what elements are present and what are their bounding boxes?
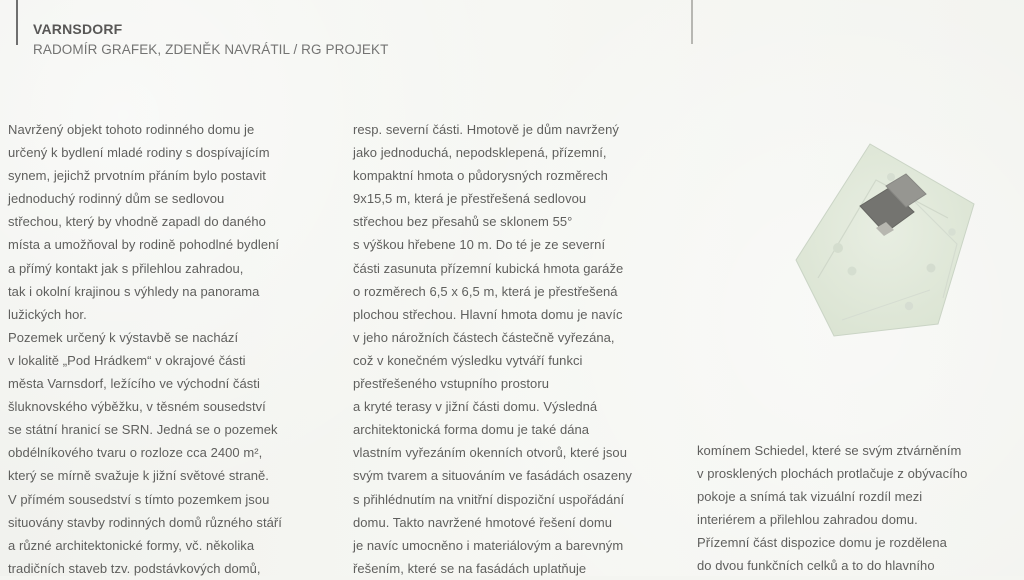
text-column-1	[8, 118, 338, 580]
site-plan-icon	[760, 122, 990, 352]
page-subtitle: RADOMÍR GRAFEK, ZDENĚK NAVRÁTIL / RG PROJEKT	[33, 42, 389, 57]
body-text-line: vlastním vyřezáním okenních otvorů, které jsou	[353, 445, 627, 461]
body-text-line: kompaktní hmota o půdorysných rozměrech	[353, 168, 608, 184]
body-text-line: Pozemek určený k výstavbě se nachází	[8, 329, 239, 345]
right-vertical-rule	[691, 0, 693, 44]
text-column-3	[697, 439, 1017, 578]
body-text-line: místa a umožňoval by rodině pohodlné bydlení	[8, 237, 280, 253]
body-text-line: situovány stavby rodinných domů různého stáří	[8, 514, 282, 530]
body-text-line: přestřešeného vstupního prostoru	[353, 376, 549, 392]
body-text-line: tak i okolní krajinou s výhledy na panorama	[8, 283, 260, 299]
body-text-line: města Varnsdorf, ležícího ve východní části	[8, 376, 260, 392]
body-text-line: svým tvarem a situováním ve fasádách osazeny	[353, 468, 632, 484]
body-text-line: o rozměrech 6,5 x 6,5 m, která je přestřešená	[353, 283, 618, 299]
body-text-line: který se mírně svažuje k jižní světové straně.	[8, 468, 269, 484]
body-text-line: což v konečném výsledku vytváří funkci	[353, 352, 583, 368]
left-vertical-rule	[16, 0, 18, 45]
body-text-line: interiérem a přilehlou zahradou domu.	[697, 512, 918, 528]
body-text-line: lužických hor.	[8, 306, 87, 322]
page-title: VARNSDORF	[33, 21, 123, 37]
body-text-line: a kryté terasy v jižní části domu. Výsledná	[353, 399, 598, 415]
body-text-line: Přízemní část dispozice domu je rozdělena	[697, 535, 947, 551]
body-text-line: a různé architektonické formy, vč. několika	[8, 537, 255, 553]
body-text-line: v lokalitě „Pod Hrádkem“ v okrajové části	[8, 352, 246, 368]
body-text-line: Navržený objekt tohoto rodinného domu je	[8, 122, 255, 137]
body-text-line: části zasunuta přízemní kubická hmota garáže	[353, 260, 624, 276]
body-text-line: domu. Takto navržené hmotové řešení domu	[353, 514, 613, 530]
body-text-line: v prosklených plochách protlačuje z obývacího	[697, 466, 968, 482]
body-text-line: střechou, který by vhodně zapadl do daného	[8, 214, 266, 230]
body-text-line: tradičních staveb tzv. podstávkových domů,	[8, 560, 261, 576]
body-text-line: obdélníkového tvaru o rozloze cca 2400 m²,	[8, 445, 263, 461]
body-text-line: se státní hranicí se SRN. Jedná se o pozemek	[8, 422, 278, 438]
body-text-line: řešením, které se na fasádách uplatňuje	[353, 560, 587, 576]
site-outline	[796, 144, 974, 336]
body-text-line: s výškou hřebene 10 m. Do té je ze severní	[353, 237, 606, 253]
body-text-line: plochou střechou. Hlavní hmota domu je navíc	[353, 306, 623, 322]
body-text-line: V přímém sousedství s tímto pozemkem jsou	[8, 491, 270, 507]
body-text-line: komínem Schiedel, které se svým ztvárněním	[697, 443, 962, 458]
body-text-line: určený k bydlení mladé rodiny s dospívajícím	[8, 145, 270, 161]
body-text-line: resp. severní části. Hmotově je dům navržený	[353, 122, 619, 137]
body-text-line: architektonická forma domu je také dána	[353, 422, 590, 438]
body-text-line: a přímý kontakt jak s přilehlou zahradou,	[8, 260, 244, 276]
body-text-line: pokoje a snímá tak vizuální rozdíl mezi	[697, 489, 923, 505]
body-text-line: s přihlédnutím na vnitřní dispoziční uspořádání	[353, 491, 625, 507]
body-text-line: v jeho nárožních částech částečně vyřezána,	[353, 329, 615, 345]
body-text-line: střechou bez přesahů se sklonem 55°	[353, 214, 573, 230]
body-text-line: jako jednoduchá, nepodsklepená, přízemní,	[353, 145, 607, 161]
text-column-2	[353, 118, 683, 580]
body-text-line: šluknovského výběžku, v těsném sousedství	[8, 399, 266, 415]
body-text-line: je navíc umocněno i materiálovým a barevným	[353, 537, 624, 553]
body-text-line: do dvou funkčních celků a to do hlavního	[697, 558, 935, 574]
body-text-line: jednoduchý rodinný dům se sedlovou	[8, 191, 225, 207]
body-text-line: synem, jejichž prvotním přáním bylo postavit	[8, 168, 266, 184]
body-text-line: 9x15,5 m, která je přestřešená sedlovou	[353, 191, 587, 207]
